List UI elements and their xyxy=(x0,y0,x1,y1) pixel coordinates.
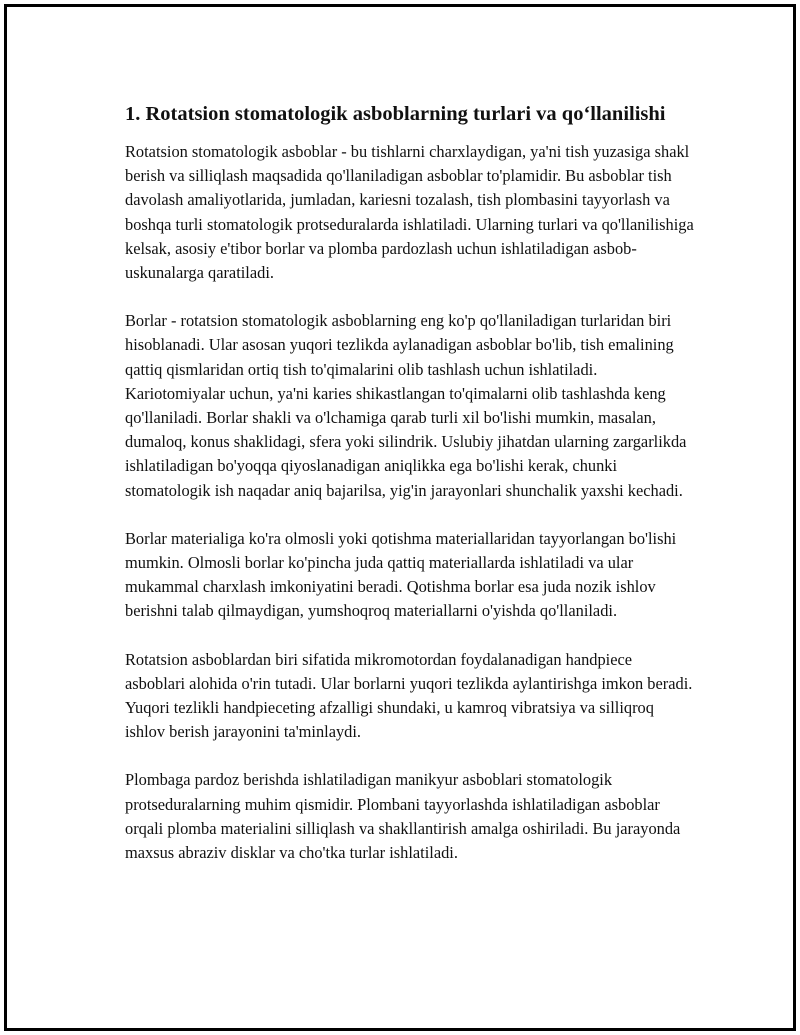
paragraph-handpiece: Rotatsion asboblardan biri sifatida mikromotordan foydalanadigan handpiece asboblari alohida o'rin tutadi. Ular borlarni yuqori tezlikda aylantirishga imkon beradi. Yuqori tezlikli handpieceting afzalligi shundaki, u kamroq vibratsiya va silliqroq ishlov berish jarayonini ta'minlaydi. xyxy=(125,649,693,742)
page-frame xyxy=(4,4,796,1031)
paragraph-bor-materials: Borlar materialiga ko'ra olmosli yoki qotishma materiallaridan tayyorlangan bo'lishi mumkin. Olmosli borlar ko'pincha juda qattiq materiallarda ishlatiladi va ular mukammal charxlash imkoniyatini beradi. Qotishma borlar esa juda nozik ishlov berishni talab qilmaydigan, yumshoqroq materiallarni o'yishda qo'llaniladi. xyxy=(125,528,677,621)
section-title: 1. Rotatsion stomatologik asboblarning turlari va qo‘llanilishi xyxy=(125,103,666,125)
document-body xyxy=(125,100,695,889)
paragraph-intro: Rotatsion stomatologik asboblar - bu tishlarni charxlaydigan, ya'ni tish yuzasiga shakl berish va silliqlash maqsadida qo'llaniladigan asboblar to'plamidir. Bu asboblar tish davolash amaliyotlarida, jumladan, kariesni tozalash, tish plombasini tayyorlash va boshqa turli stomatologik protseduralarda ishlatiladi. Ularning turlari va qo'llanilishiga kelsak, asosiy e'tibor borlar va plomba pardozlash uchun ishlatiladigan asbob-uskunalarga qaratiladi. xyxy=(125,142,694,283)
paragraph-borlar: Borlar - rotatsion stomatologik asboblarning eng ko'p qo'llaniladigan turlaridan biri hisoblanadi. Ular asosan yuqori tezlikda aylanadigan asboblar bo'lib, tish emalining qattiq qismlaridan ortiq tish to'qimalarini olib tashlash uchun ishlatiladi. Kariotomiyalar uchun, ya'ni karies shikastlangan to'qimalarni olib tashlashda keng qo'llaniladi. Borlar shakli va o'lchamiga qarab turli xil bo'lishi mumkin, masalan, dumaloq, konus shaklidagi, sfera yoki silindrik. Uslubiy jihatdan ularning zargarlikda ishlatiladigan bo'yoqqa qiyoslanadigan aniqlikka ega bo'lishi kerak, chunki stomatologik ish naqadar aniq bajarilsa, yig'in jarayonlari shunchalik yaxshi kechadi. xyxy=(125,311,687,500)
paragraph-polishing: Plombaga pardoz berishda ishlatiladigan manikyur asboblari stomatologik protseduralarning muhim qismidir. Plombani tayyorlashda ishlatiladigan asboblar orqali plomba materialini silliqlash va shakllantirish amalga oshiriladi. Bu jarayonda maxsus abraziv disklar va cho'tka turlar ishlatiladi. xyxy=(125,770,681,863)
